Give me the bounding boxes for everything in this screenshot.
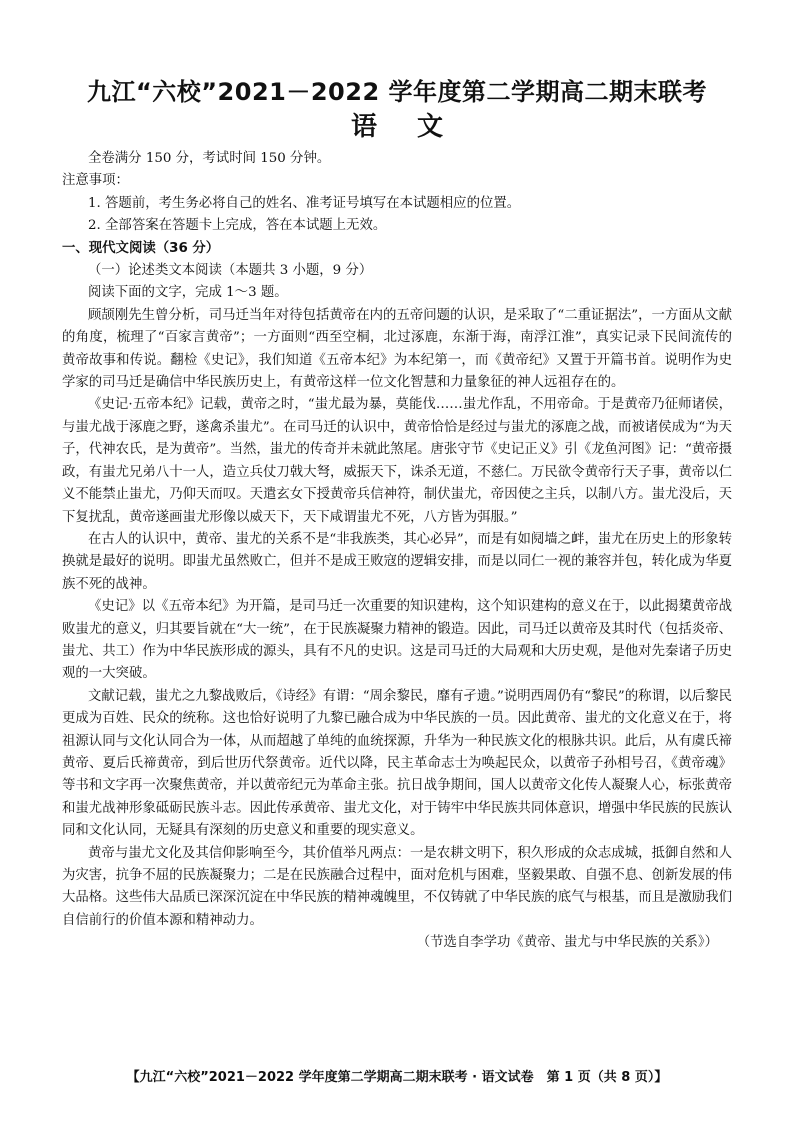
note-item-2: 2. 全部答案在答题卡上完成，答在本试题上无效。	[88, 218, 387, 234]
article-source: （节选自李学功《黄帝、蚩尤与中华民族的关系》）	[416, 935, 718, 951]
article-paragraph-2: 《史记·五帝本纪》记载，黄帝之时，“蚩尤最为暴，莫能伐……蚩尤作乱，不用帝命。于是黄帝乃征师诸侯，与蚩尤战于涿鹿之野，遂禽杀蚩尤”。在司马迁的认识中，黄帝恰恰是经过与蚩尤的涿鹿之战，而被诸侯成为“为天子，代神农氏，是为黄帝”。当然，蚩尤的传奇并未就此煞尾。唐张守节《史记正义》引《龙鱼河图》记：“黄帝摄政，有蚩尤兄弟八十一人，造立兵仗刀戟大弩，威振天下，诛杀无道，不慈仁。万民欲令黄帝行天子事，黄帝以仁义不能禁止蚩尤，乃仰天而叹。天遣玄女下授黄帝兵信神符，制伏蚩尤，帝因使之主兵，以制八方。蚩尤没后，天下复扰乱，黄帝遂画蚩尤形像以威天下，天下咸谓蚩尤不死，八方皆为弭服。”	[62, 397, 732, 525]
article-paragraph-5: 文献记载，蚩尤之九黎战败后，《诗经》有谓：“周余黎民，靡有孑遗。”说明西周仍有“黎民”的称谓，以后黎民更成为百姓、民众的统称。这也恰好说明了九黎已融合成为中华民族的一员。因此黄帝、蚩尤的文化意义在于，将祖源认同与文化认同合为一体，从而超越了单纯的血统探源，升华为一种民族文化的根脉共识。此后，从有虞氏禘黄帝、夏后氏禘黄帝，到后世历代祭黄帝。近代以降，民主革命志士为唤起民众，以黄帝子孙相号召，《黄帝魂》等书和文字再一次聚焦黄帝，并以黄帝纪元为革命主张。抗日战争期间，国人以黄帝文化传人凝聚人心，标张黄帝和蚩尤战神形象砥砺民族斗志。因此传承黄帝、蚩尤文化，对于铸牢中华民族共同体意识，增强中华民族的民族认同和文化认同，无疑具有深刻的历史意义和重要的现实意义。	[62, 688, 732, 839]
subsection-heading: （一）论述类文本阅读（本题共 3 小题，9 分）	[88, 263, 373, 279]
reading-instruction: 阅读下面的文字，完成 1～3 题。	[88, 285, 288, 301]
article-paragraph-1: 顾颉刚先生曾分析，司马迁当年对待包括黄帝在内的五帝问题的认识，是采取了“二重证据法”，一方面从文献的角度，梳理了“百家言黄帝”；一方面则“西至空桐，北过涿鹿，东渐于海，南浮江淮”，真实记录下民间流传的黄帝故事和传说。翻检《史记》，我们知道《五帝本纪》为本纪第一，而《黄帝纪》又置于开篇书首。说明作为史学家的司马迁是确信中华民族历史上，有黄帝这样一位文化智慧和力量象征的神人远祖存在的。	[62, 307, 732, 391]
subject-title: 语文	[350, 112, 483, 142]
article-paragraph-4: 《史记》以《五帝本纪》为开篇，是司马迁一次重要的知识建构，这个知识建构的意义在于，以此揭橥黄帝战败蚩尤的意义，归其要旨就在“大一统”，在于民族凝聚力精神的锻造。因此，司马迁以黄帝及其时代（包括炎帝、蚩尤、共工）作为中华民族形成的源头，具有不凡的史识。这是司马迁的大局观和大历史观，是他对先秦诸子历史观的一大突破。	[62, 599, 732, 682]
notes-title: 注意事项：	[62, 173, 129, 189]
section-heading: 一、现代文阅读（36 分）	[62, 240, 220, 256]
exam-content	[62, 148, 732, 955]
page-footer: 【九江“六校”2021－2022 学年度第二学期高二期末联考 · 语文试卷 第 1 页（共 8 页）】	[126, 1070, 668, 1085]
note-item-1: 1. 答题前，考生务必将自己的姓名、准考证号填写在本试题相应的位置。	[88, 195, 521, 211]
exam-title: 九江“六校”2021－2022 学年度第二学期高二期末联考	[87, 78, 707, 106]
article-paragraph-6: 黄帝与蚩尤文化及其信仰影响至今，其价值举凡两点：一是农耕文明下，积久形成的众志成城，抵御自然和人为灾害，抗争不屈的民族凝聚力；二是在民族融合过程中，面对危机与困难，坚毅果敢、自强不息、创新发展的伟大品格。这些伟大品质已深深沉淀在中华民族的精神魂魄里，不仅铸就了中华民族的底气与根基，而且是激励我们自信前行的价值本源和精神动力。	[62, 845, 732, 928]
score-time-note: 全卷满分 150 分，考试时间 150 分钟。	[88, 151, 331, 166]
article-paragraph-3: 在古人的认识中，黄帝、蚩尤的关系不是“非我族类，其心必异”，而是有如阋墙之衅，蚩尤在历史上的形象转换就是最好的说明。即蚩尤虽然败亡，但并不是成王败寇的逻辑安排，而是以同仁一视的兼容并包，转化成为华夏族不死的战神。	[62, 531, 732, 592]
